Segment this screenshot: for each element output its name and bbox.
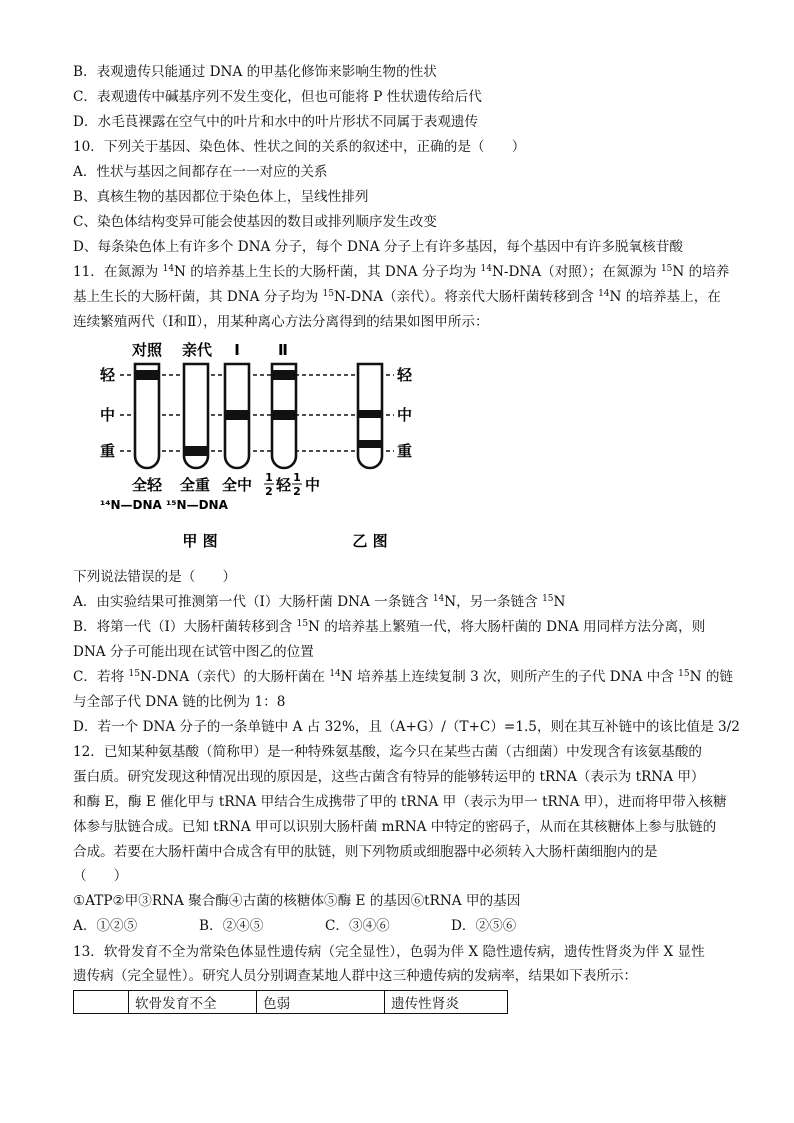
tube-label-gen1: Ⅰ [234,341,240,359]
q11-question: 下列说法错误的是（ ） [73,569,237,585]
caption-figure-a: 甲 图 [182,532,218,550]
band-label-light-left: 轻 [100,366,116,384]
q12-stem-line6: （ ） [73,868,128,884]
q12-items: ①ATP②甲③RNA 聚合酶④古菌的核糖体⑤酶 E 的基因⑥tRNA 甲的基因 [73,893,521,909]
band-control-light [135,370,159,380]
figure-legend: ¹⁴N—DNA ¹⁵N—DNA [100,498,228,512]
q11-option-c-cont: 与全部子代 DNA 链的比例为 1：8 [73,694,286,710]
q10-option-d: D、每条染色体上有许多个 DNA 分子，每个 DNA 分子上有许多基因，每个基因中有许多脱氧核苷酸 [73,239,683,255]
caption-figure-b: 乙 图 [352,532,388,550]
q9-option-c: C．表观遗传中碱基序列不发生变化，但也可能将 P 性状遗传给后代 [73,89,482,105]
tube-label-gen2: Ⅱ [278,341,288,359]
svg-text:轻: 轻 [276,476,292,494]
svg-text:1: 1 [293,471,301,484]
q10-option-c: C、染色体结构变异可能会使基因的数目或排列顺序发生改变 [73,214,437,230]
q11-option-d: D．若一个 DNA 分子的一条单链中 A 占 32%，且（A+G）/（T+C）=1.5，则在其互补链中的该比值是 3/2 [73,719,740,735]
band-label-heavy-left: 重 [100,442,116,460]
band-gen1-mid [225,410,249,420]
q13-stem-line2: 遗传病（完全显性）。研究人员分别调查某地人群中这三种遗传病的发病率，结果如下表所示： [73,968,638,984]
svg-text:1: 1 [265,471,273,484]
q11-option-c: C．若将 $^{15}$N-DNA（亲代）的大肠杆菌在 $^{14}$N 培养基上连续复制 3 次，则所产生的子代 DNA 中含 $^{15}$N 的链 [73,669,734,685]
q11-option-a: A．由实验结果可推测第一代（Ⅰ）大肠杆菌 DNA 一条链含 $^{14}$N，另一条链含 $^{15}$N [73,594,566,610]
table-header-hereditary-nephritis: 遗传性肾炎 [385,991,508,1014]
q13-stem-line1: 13．软骨发育不全为常染色体显性遗传病（完全显性），色弱为伴 X 隐性遗传病，遗传性肾炎为伴 X 显性 [73,944,705,960]
svg-text:中: 中 [305,476,321,494]
q12-stem-line2: 蛋白质。研究发现这种情况出现的原因是，这些古菌含有特异的能够转运甲的 tRNA（表示为 tRNA 甲） [73,769,705,785]
q9-option-b: B．表观遗传只能通过 DNA 的甲基化修饰来影响生物的性状 [73,64,437,80]
band-label-mid-left: 中 [100,406,116,424]
tube-label-control: 对照 [131,341,163,359]
q10-option-a: A．性状与基因之间都存在一一对应的关系 [73,164,328,180]
table-header-empty [74,991,129,1014]
band-label-mid-right: 中 [397,406,413,424]
q12-stem-line3: 和酶 E，酶 E 催化甲与 tRNA 甲结合生成携带了甲的 tRNA 甲（表示为甲一 tRNA 甲），进而将甲带入核糖 [73,794,727,810]
q11-stem-line3: 连续繁殖两代（Ⅰ和Ⅱ），用某种离心方法分离得到的结果如图甲所示： [73,314,489,330]
q11-option-b: B．将第一代（Ⅰ）大肠杆菌转移到含 $^{15}$N 的培养基上繁殖一代，将大肠杆菌的 DNA 用同样方法分离，则 [73,619,706,635]
q12-stem-line1: 12．已知某种氨基酸（简称甲）是一种特殊氨基酸，迄今只在某些古菌（古细菌）中发现含有该氨基酸的 [73,744,703,760]
svg-text:2: 2 [293,485,301,498]
band-label-light-right: 轻 [397,366,413,384]
q10-stem: 10．下列关于基因、染色体、性状之间的关系的叙述中，正确的是（ ） [73,139,526,155]
q12-options [73,916,577,936]
result-label-all-light: 全轻 [131,476,163,494]
result-label-all-mid: 全中 [221,476,253,494]
band-label-heavy-right: 重 [397,442,413,460]
band-gen2-light [272,370,296,380]
table-row [74,991,508,1014]
band-figure-b-heavy [358,440,382,448]
q12-stem-line4: 体参与肽链合成。已知 tRNA 甲可以识别大肠杆菌 mRNA 中特定的密码子，从而在其核糖体上参与肽链的 [73,819,717,835]
centrifuge-figure [100,336,430,558]
result-label-all-heavy: 全重 [179,476,211,494]
q11-stem-line1: 11．在氮源为 $^{14}$N 的培养基上生长的大肠杆菌，其 DNA 分子均为 $^{14}$N-DNA（对照）；在氮源为 $^{15}$N 的培养 [73,264,730,280]
q11-stem-line2: 基上生长的大肠杆菌，其 DNA 分子均为 $^{15}$N-DNA（亲代）。将亲代大肠杆菌转移到含 $^{14}$N 的培养基上，在 [73,289,721,305]
q12-option-c: C．③④⑥ [325,918,390,934]
q12-stem-line5: 合成。若要在大肠杆菌中合成含有甲的肽链，则下列物质或细胞器中必须转入大肠杆菌细胞内的是 [73,844,658,860]
table-header-color-weakness: 色弱 [257,991,385,1014]
tube-label-parent: 亲代 [181,341,213,359]
table-header-achondroplasia: 软骨发育不全 [129,991,257,1014]
q12-option-a: A．①②⑤ [73,918,138,934]
band-gen2-mid [272,410,296,420]
q10-option-b: B、真核生物的基因都位于染色体上，呈线性排列 [73,189,369,205]
q9-option-d: D．水毛茛裸露在空气中的叶片和水中的叶片形状不同属于表观遗传 [73,114,479,130]
q12-option-b: B．②④⑤ [199,918,264,934]
q11-option-b-cont: DNA 分子可能出现在试管中图乙的位置 [73,644,314,660]
band-parent-heavy [184,446,208,456]
result-label-half-light-half-mid [264,471,320,498]
q12-option-d: D．②⑤⑥ [451,918,517,934]
svg-text:2: 2 [265,485,273,498]
q13-table [73,990,508,1014]
band-figure-b-mid [358,410,382,418]
